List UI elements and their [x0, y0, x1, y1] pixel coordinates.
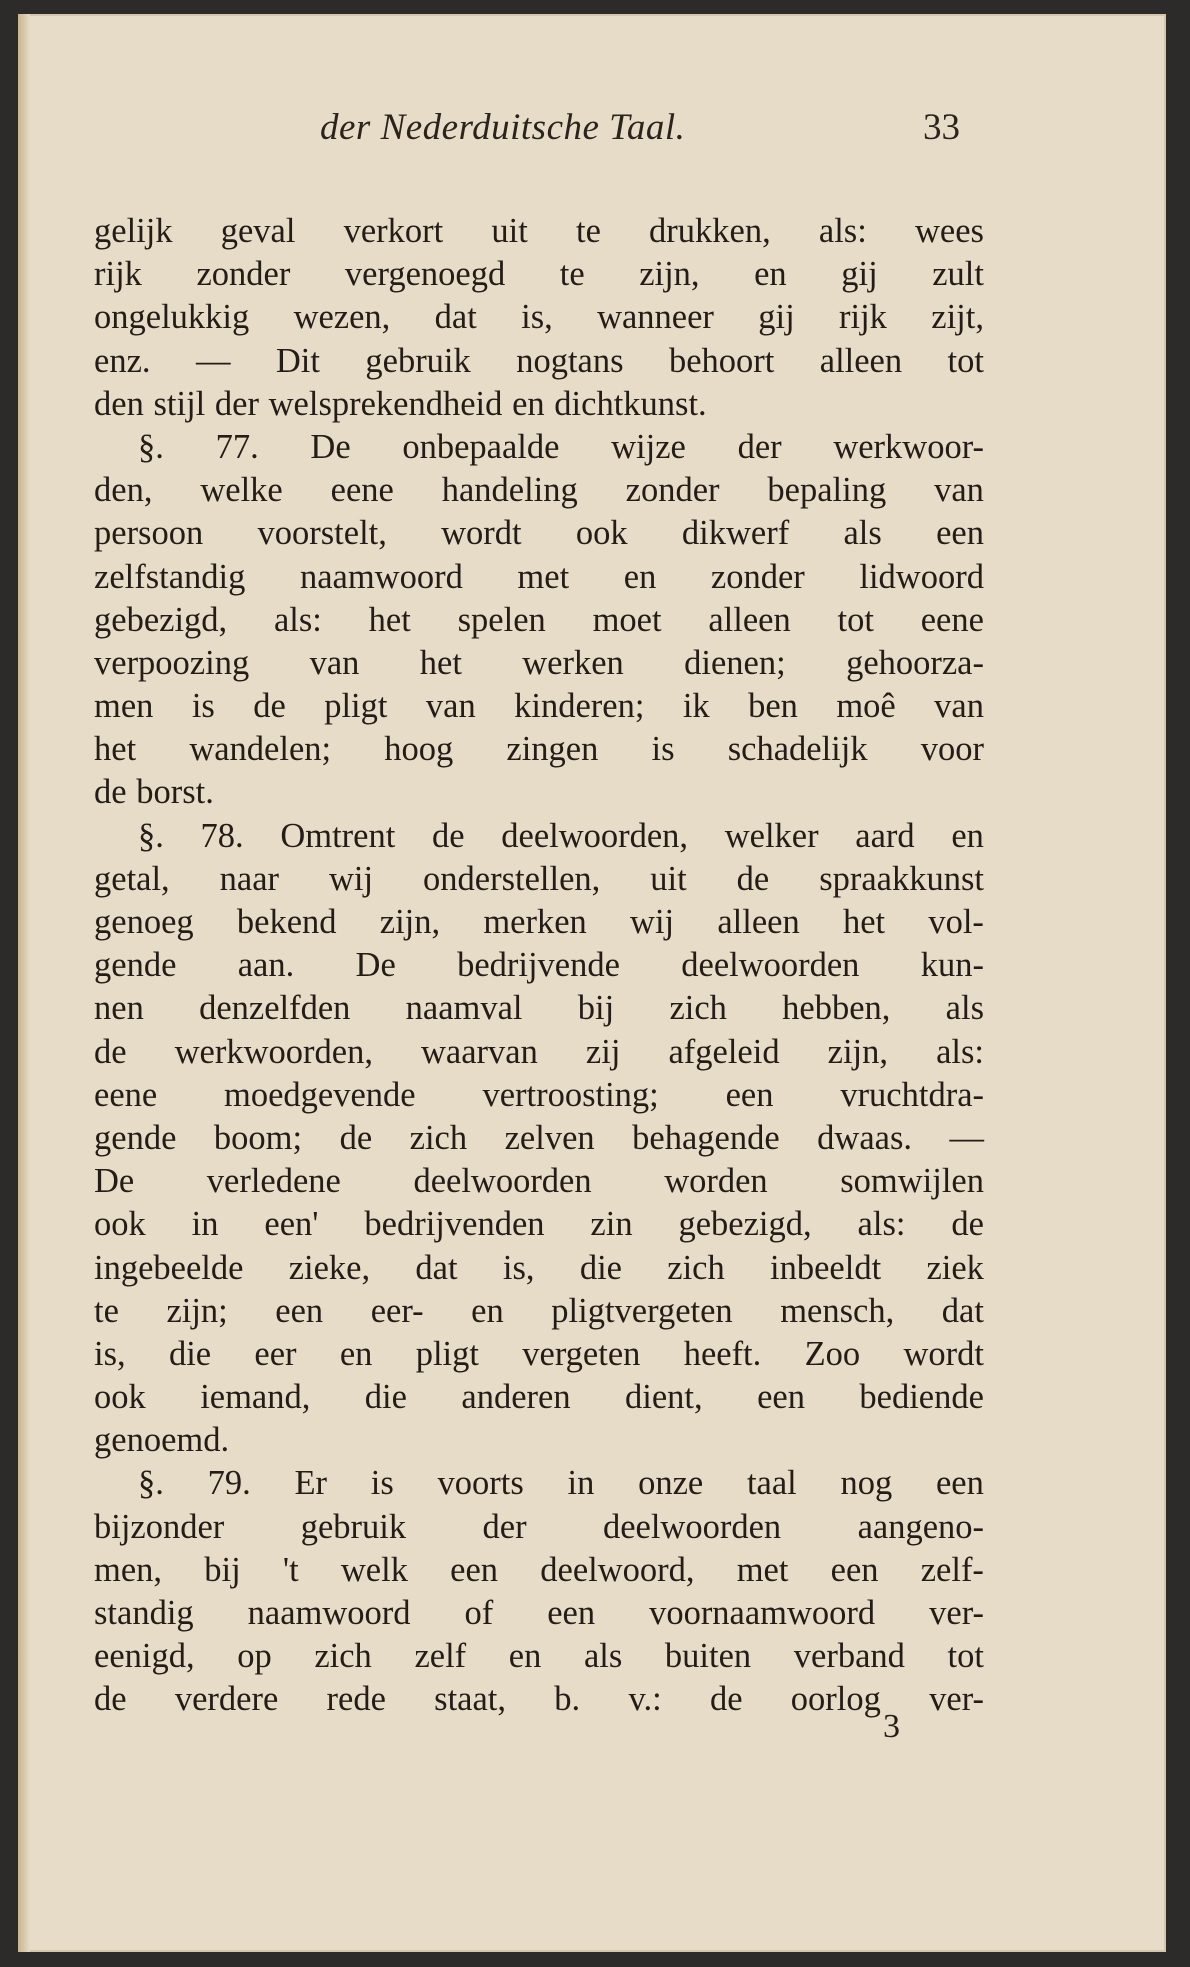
word: bekend [236, 903, 337, 941]
word: uit [491, 212, 528, 250]
word: pligt [415, 1334, 479, 1373]
word: rede [326, 1680, 386, 1719]
word: rijk [94, 255, 142, 294]
word: is [651, 730, 675, 769]
word: naamval [405, 989, 523, 1028]
word: ook [575, 514, 628, 553]
word: welker [724, 816, 819, 855]
word: zich [314, 1637, 372, 1676]
word: naamwoord [299, 557, 463, 596]
word: der [214, 384, 259, 423]
word: gebezigd, [678, 1205, 812, 1244]
word: der [482, 1507, 527, 1546]
word: de [736, 859, 770, 898]
word: ziek [926, 1248, 984, 1287]
word: alleen [708, 600, 791, 639]
word: Dit [275, 341, 320, 380]
word: b. [554, 1680, 581, 1719]
word: worden [664, 1162, 768, 1201]
word: De [94, 1162, 135, 1201]
text-line [94, 1333, 984, 1376]
word: die [579, 1248, 622, 1287]
word: eene [330, 471, 394, 510]
word: ongelukkig [94, 298, 250, 337]
word: de [253, 687, 286, 726]
word: bepaling [767, 471, 887, 510]
word: wees [914, 212, 984, 250]
word: ingebeelde [94, 1248, 244, 1287]
word: zelven [504, 1118, 595, 1157]
text-line [94, 296, 984, 339]
text-line [94, 858, 984, 901]
word: Zoo [804, 1334, 861, 1373]
word: in [567, 1464, 595, 1503]
word: het [842, 903, 886, 941]
text-line [94, 556, 984, 599]
word: welk [340, 1550, 408, 1589]
word: borst. [136, 773, 214, 812]
word: deelwoord, [540, 1550, 695, 1589]
word: van [309, 643, 360, 682]
word: de [94, 773, 127, 812]
word: hoog [384, 730, 454, 769]
word: dwaas. [817, 1118, 912, 1157]
word: eer- [370, 1291, 424, 1330]
word: spelen [457, 600, 546, 639]
word: is, [94, 1334, 126, 1373]
word: den, [94, 471, 153, 510]
word: Er [294, 1464, 328, 1503]
word: aan. [237, 946, 295, 985]
word: tot [947, 1637, 984, 1676]
word: zich [667, 1248, 725, 1287]
word: v.: [628, 1680, 662, 1719]
word: moê [836, 687, 896, 726]
word: en [508, 1637, 542, 1676]
word: of [464, 1594, 494, 1632]
word: §. [138, 1464, 164, 1503]
word: alleen [717, 903, 800, 941]
word: is, [502, 1248, 535, 1287]
signature-mark: 3 [883, 1708, 900, 1745]
word: zin [590, 1205, 633, 1244]
text-line [94, 383, 984, 426]
word: drukken, [649, 212, 771, 250]
word: pligt [324, 687, 388, 726]
word: men, [94, 1550, 163, 1589]
word: het [419, 643, 462, 682]
word: zonder [710, 557, 805, 596]
word: is [370, 1464, 394, 1503]
word: zijt, [931, 298, 984, 337]
word: wandelen; [189, 730, 332, 769]
word: deelwoorden [602, 1507, 782, 1546]
text-line [94, 210, 984, 253]
word: zijn, [827, 1032, 888, 1071]
word: eene [920, 600, 984, 639]
text-line [94, 1290, 984, 1333]
word: zijn; [166, 1291, 228, 1330]
running-title: der Nederduitsche Taal. [320, 107, 686, 148]
word: deelwoorden, [501, 816, 689, 855]
word: nog [840, 1464, 893, 1503]
word: De [310, 427, 351, 466]
word: verband [793, 1637, 905, 1676]
word: wezen, [293, 298, 391, 337]
word: een [830, 1550, 879, 1589]
word: voorts [437, 1464, 524, 1503]
text-line [94, 1678, 984, 1721]
word: §. [138, 427, 164, 466]
word: zijn, [639, 255, 700, 294]
word: gebruik [365, 341, 471, 380]
section-78-heading-line [94, 815, 984, 858]
word: gij [758, 298, 795, 337]
word: behagende [632, 1118, 780, 1157]
word: den [94, 384, 144, 423]
word: van [934, 687, 984, 726]
word: kun- [920, 946, 984, 985]
word: welsprekendheid [268, 384, 503, 423]
text-line [94, 340, 984, 383]
word: een [547, 1594, 596, 1632]
word: §. [138, 816, 164, 855]
word: is, [521, 298, 553, 337]
word: dat [415, 1248, 458, 1287]
word: hebben, [782, 989, 891, 1028]
word: met [517, 557, 570, 596]
word: het [94, 730, 137, 769]
word: buiten [664, 1637, 752, 1676]
word: dient, [625, 1378, 703, 1417]
text-line [94, 1635, 984, 1678]
word: die [168, 1334, 212, 1373]
word: — [949, 1118, 984, 1157]
word: werkwoorden, [174, 1032, 373, 1071]
word: de [709, 1680, 743, 1719]
word: als [583, 1637, 623, 1676]
word: ook [94, 1378, 146, 1417]
word: vergenoegd [344, 255, 506, 294]
word: de [339, 1118, 373, 1157]
word: taal [746, 1464, 797, 1503]
text-line [94, 512, 984, 555]
word: en [512, 384, 545, 423]
word: te [94, 1291, 119, 1330]
word: zelfstandig [94, 557, 246, 596]
word: dichtkunst. [554, 384, 707, 423]
word: genoemd. [94, 1421, 230, 1460]
word: bij [577, 989, 615, 1028]
text-line [94, 944, 984, 987]
text-line [94, 728, 984, 771]
word: aangeno- [857, 1507, 984, 1546]
word: bedrijvende [457, 946, 620, 985]
text-line [94, 987, 984, 1030]
word: de [951, 1205, 984, 1244]
word: dat [941, 1291, 984, 1330]
word: dat [434, 298, 477, 337]
word: die [364, 1378, 407, 1417]
word: 79. [207, 1464, 251, 1503]
word: ook [94, 1205, 146, 1244]
word: en [623, 557, 657, 596]
word: Omtrent [280, 816, 396, 855]
word: de [94, 1680, 127, 1719]
word: zonder [625, 471, 720, 510]
word: werkwoor- [833, 427, 984, 466]
word: in [191, 1205, 219, 1244]
word: enz. [94, 341, 151, 380]
word: getal, [94, 859, 170, 898]
word: inbeeldt [770, 1248, 882, 1287]
word: alleen [819, 341, 903, 380]
word: zingen [506, 730, 599, 769]
word: eene [94, 1075, 158, 1114]
word: als: [936, 1032, 984, 1071]
word: lidwoord [859, 557, 984, 596]
word: nogtans [516, 341, 624, 380]
word: en [754, 255, 787, 294]
text-line [94, 1031, 984, 1074]
text-line [94, 1549, 984, 1592]
word: tot [837, 600, 874, 639]
text-line [94, 599, 984, 642]
word: vol- [928, 903, 984, 941]
word: gende [94, 946, 177, 985]
word: dikwerf [681, 514, 790, 553]
word: De [355, 946, 396, 985]
word: deelwoorden [413, 1162, 592, 1201]
word: is [191, 687, 215, 726]
word: ben [748, 687, 798, 726]
book-page [18, 14, 1166, 1952]
word: gebezigd, [94, 600, 228, 639]
word: persoon [94, 514, 204, 553]
word: het [368, 600, 411, 639]
text-line [94, 771, 984, 814]
word: spraakkunst [819, 859, 984, 898]
word: bedrijvenden [364, 1205, 545, 1244]
word: wanneer [597, 298, 714, 337]
text-line [94, 1592, 984, 1635]
word: heeft. [683, 1334, 762, 1373]
text-line [94, 1117, 984, 1160]
word: op [237, 1637, 272, 1676]
text-line [94, 642, 984, 685]
word: anderen [461, 1378, 571, 1417]
word: men [94, 687, 154, 726]
word: en [339, 1334, 373, 1373]
word: rijk [839, 298, 887, 337]
word: verkort [343, 212, 444, 250]
word: genoeg [94, 903, 194, 941]
word: gelijk [94, 212, 173, 250]
word: en [471, 1291, 504, 1330]
word: 77. [215, 427, 259, 466]
word: te [559, 255, 585, 294]
word: ver- [929, 1594, 984, 1632]
word: naamwoord [247, 1594, 411, 1632]
word: zonder [196, 255, 291, 294]
word: denzelfden [199, 989, 351, 1028]
word: pligtvergeten [551, 1291, 733, 1330]
word: behoort [668, 341, 775, 380]
text-line [94, 1160, 984, 1203]
word: eer [254, 1334, 297, 1373]
word: aard [855, 816, 915, 855]
text-line [94, 1376, 984, 1419]
word: nen [94, 989, 144, 1028]
word: mensch, [780, 1291, 895, 1330]
word: een [757, 1378, 805, 1417]
word: zelf [414, 1637, 467, 1676]
word: als: [273, 600, 322, 639]
word: moet [592, 600, 662, 639]
word: als [945, 989, 984, 1028]
word: te [575, 212, 601, 250]
word: een [275, 1291, 324, 1330]
word: als: [857, 1205, 906, 1244]
word: bij [204, 1550, 241, 1589]
word: zult [932, 255, 984, 294]
word: oorlog [790, 1680, 881, 1719]
word: een [935, 1464, 984, 1503]
word: vertroosting; [482, 1075, 659, 1114]
text-line [94, 901, 984, 944]
word: 78. [200, 816, 244, 855]
word: voor [920, 730, 984, 769]
word: waarvan [421, 1032, 538, 1071]
page-spine-edge [18, 14, 30, 1952]
word: eenigd, [94, 1637, 195, 1676]
word: en [951, 816, 984, 855]
word: stijl [153, 384, 206, 423]
word: de [432, 816, 465, 855]
word: boom; [213, 1118, 303, 1157]
word: ik [682, 687, 710, 726]
word: als [843, 514, 882, 553]
word: 't [282, 1550, 299, 1589]
word: werken [522, 643, 624, 682]
word: een [936, 514, 984, 553]
word: tot [947, 341, 984, 380]
word: zijn, [379, 903, 441, 941]
word: uit [650, 859, 687, 898]
word: der [737, 427, 782, 466]
word: verledene [206, 1162, 341, 1201]
word: onze [638, 1464, 704, 1503]
word: iemand, [200, 1378, 311, 1417]
word: zelf- [920, 1550, 984, 1589]
word: gij [841, 255, 878, 294]
word: naar [219, 859, 280, 898]
word: verdere [174, 1680, 279, 1719]
section-77-heading-line [94, 426, 984, 469]
text-line [94, 1506, 984, 1549]
word: zieke, [288, 1248, 371, 1287]
text-line [94, 1247, 984, 1290]
word: een [450, 1550, 499, 1589]
word: moedgevende [224, 1075, 416, 1114]
word: afgeleid [668, 1032, 780, 1071]
word: wijze [611, 427, 686, 466]
word: een [725, 1075, 774, 1114]
word: gende [94, 1118, 177, 1157]
word: wordt [441, 514, 522, 553]
word: zich [409, 1118, 468, 1157]
text-line [94, 253, 984, 296]
running-head [18, 106, 1166, 166]
word: kinderen; [514, 687, 645, 726]
section-79-heading-line [94, 1462, 984, 1505]
word: onbepaalde [402, 427, 560, 466]
word: bediende [859, 1378, 984, 1417]
word: deelwoorden [681, 946, 860, 985]
word: voornaamwoord [649, 1594, 876, 1632]
word: een' [264, 1205, 319, 1244]
text-line [94, 1074, 984, 1117]
word: dienen; [684, 643, 786, 682]
word: wordt [903, 1334, 984, 1373]
text-line [94, 1203, 984, 1246]
word: zij [585, 1032, 621, 1071]
word: van [425, 687, 476, 726]
word: geval [220, 212, 296, 250]
word: schadelijk [727, 730, 868, 769]
word: als: [818, 212, 867, 250]
text-line [94, 469, 984, 512]
word: somwijlen [840, 1162, 984, 1201]
word: wij [328, 859, 374, 898]
word: zich [669, 989, 727, 1028]
word: staat, [434, 1680, 507, 1719]
word: van [934, 471, 984, 510]
word: gehoorza- [846, 643, 984, 682]
word: standig [94, 1594, 194, 1632]
word: ver- [929, 1680, 984, 1719]
body-text [94, 210, 984, 1722]
word: vergeten [522, 1334, 641, 1373]
word: merken [483, 903, 587, 941]
word: verpoozing [94, 643, 250, 682]
word: — [195, 341, 231, 380]
word: gebruik [300, 1507, 407, 1546]
word: wij [630, 903, 675, 941]
word: vruchtdra- [840, 1075, 984, 1114]
word: onderstellen, [423, 859, 601, 898]
word: handeling [441, 471, 578, 510]
word: de [94, 1032, 127, 1071]
page-number: 33 [923, 107, 960, 148]
text-line [94, 1419, 984, 1462]
word: bijzonder [94, 1507, 225, 1546]
text-line [94, 685, 984, 728]
word: welke [200, 471, 283, 510]
word: voorstelt, [257, 514, 387, 553]
word: met [736, 1550, 789, 1589]
